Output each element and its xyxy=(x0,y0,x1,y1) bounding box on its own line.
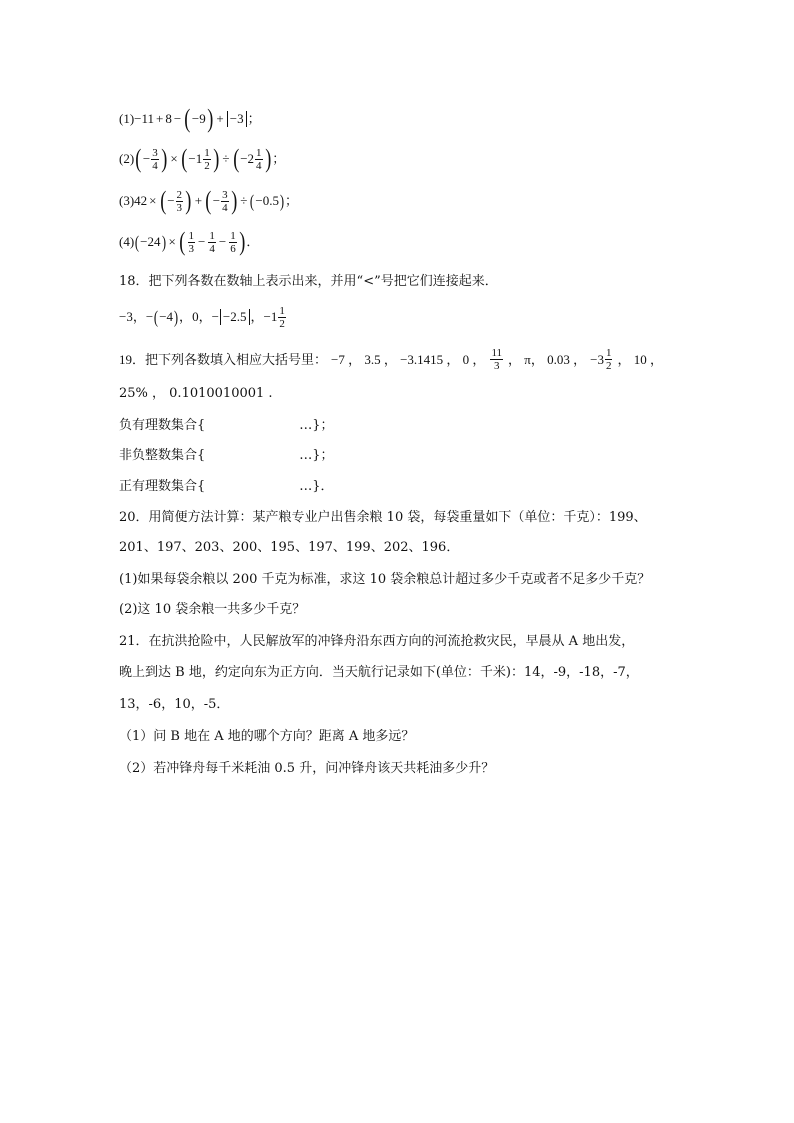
q19-set-nonnegative-integer: 非负整数集合{ …}； xyxy=(119,448,334,463)
end-mark: ． xyxy=(246,234,260,249)
q17-part2: (2) ( − $\frac{3}{4}$ ) × ( −1 $\frac{1}{2}$ ) ÷ ( −2 $\frac{1}{4}$ ) ； xyxy=(119,144,286,173)
q21-line3: 13，-6，10，-5． xyxy=(119,697,230,712)
operator: ÷ xyxy=(222,151,230,166)
fraction: $\frac{1}{6}$ xyxy=(230,229,236,255)
part-label: (2) xyxy=(119,151,135,166)
fraction: $\frac{3}{4}$ xyxy=(152,146,158,172)
q20-part1: (1)如果每袋余粮以 200 千克为标准，求这 10 袋余粮总计超过多少千克或者不足多少千克？ xyxy=(119,572,651,587)
term: 8 xyxy=(165,111,172,126)
fraction: $\frac{1}{2}$ xyxy=(605,347,612,372)
operator: + xyxy=(194,193,203,208)
part-label: (4) xyxy=(119,234,135,249)
absolute-value: −3 xyxy=(227,111,247,127)
fraction: $\frac{1}{3}$ xyxy=(188,229,195,255)
end-mark: ； xyxy=(247,111,261,126)
q18-question: 18．把下列各数在数轴上表示出来，并用“<”号把它们连接起来． xyxy=(119,274,498,289)
q19-question: 19．把下列各数填入相应大括号里： −7 ， 3.5 ， −3.1415 ， 0 ， $\frac{11}{3}$ ， π， 0.03 ， −3 $\frac{1}{2}$ ， 10 ， xyxy=(119,347,663,372)
fraction: $\frac{2}{3}$ xyxy=(176,188,183,214)
q21-line1: 21．在抗洪抢险中，人民解放军的冲锋舟沿东西方向的河流抢救灾民，早晨从 A 地出发， xyxy=(119,634,635,649)
fraction: $\frac{3}{4}$ xyxy=(222,188,228,214)
term: −11 xyxy=(134,111,155,126)
q21-line2: 晚上到达 B 地，约定向东为正方向．当天航行记录如下(单位：千米)：14，-9，-18，-7， xyxy=(119,665,639,680)
operator: + xyxy=(216,111,224,126)
q19-set-positive-rational: 正有理数集合{ …}． xyxy=(119,479,334,494)
q18-numbers: −3 ， − ( −4 ) ， 0 ， − −2.5 ， −1 $\frac{1}{2}$ xyxy=(119,304,285,330)
end-mark: ； xyxy=(272,151,286,166)
q20-line1: 20．用简便方法计算：某产粮专业户出售余粮 10 袋，每袋重量如下（单位：千克）：199、 xyxy=(119,510,647,525)
operator: + xyxy=(156,111,164,126)
fraction: $\frac{1}{4}$ xyxy=(209,229,215,255)
absolute-value: −2.5 xyxy=(220,309,250,325)
operator: ÷ xyxy=(240,193,248,208)
end-mark: ； xyxy=(284,193,298,208)
operator: × xyxy=(170,151,178,166)
operator: × xyxy=(149,193,157,208)
operator: − xyxy=(173,111,182,126)
fraction: $\frac{11}{3}$ xyxy=(491,347,503,372)
fraction: $\frac{1}{4}$ xyxy=(256,146,262,172)
q17-part3: (3) 42 × ( − $\frac{2}{3}$ ) + ( − $\frac{3}{4}$ ) ÷ ( −0.5 ) ； xyxy=(119,186,298,215)
part-label: (1) xyxy=(119,111,135,126)
fraction: $\frac{1}{2}$ xyxy=(279,304,285,330)
q17-part1: (1) −11 + 8 − ( −9 ) + −3 ； xyxy=(119,104,261,133)
q20-part2: (2)这 10 袋余粮一共多少千克？ xyxy=(119,602,306,617)
fraction: $\frac{1}{2}$ xyxy=(204,146,210,172)
q20-line2: 201、197、203、200、195、197、199、202、196． xyxy=(119,540,460,555)
part-label: (3) xyxy=(119,193,135,208)
q19-line2: 25% ， 0.1010010001 . xyxy=(119,386,273,401)
q19-set-negative-rational: 负有理数集合{ …}； xyxy=(119,418,334,433)
q21-part1: （1）问 B 地在 A 地的哪个方向？距离 A 地多远？ xyxy=(119,729,415,744)
term: −9 xyxy=(191,111,206,126)
q17-part4: (4) ( −24 ) × ( $\frac{1}{3}$ − $\frac{1}{4}$ − $\frac{1}{6}$ ) ． xyxy=(119,227,260,256)
q21-part2: （2）若冲锋舟每千米耗油 0.5 升，问冲锋舟该天共耗油多少升？ xyxy=(119,761,495,776)
operator: × xyxy=(168,234,176,249)
